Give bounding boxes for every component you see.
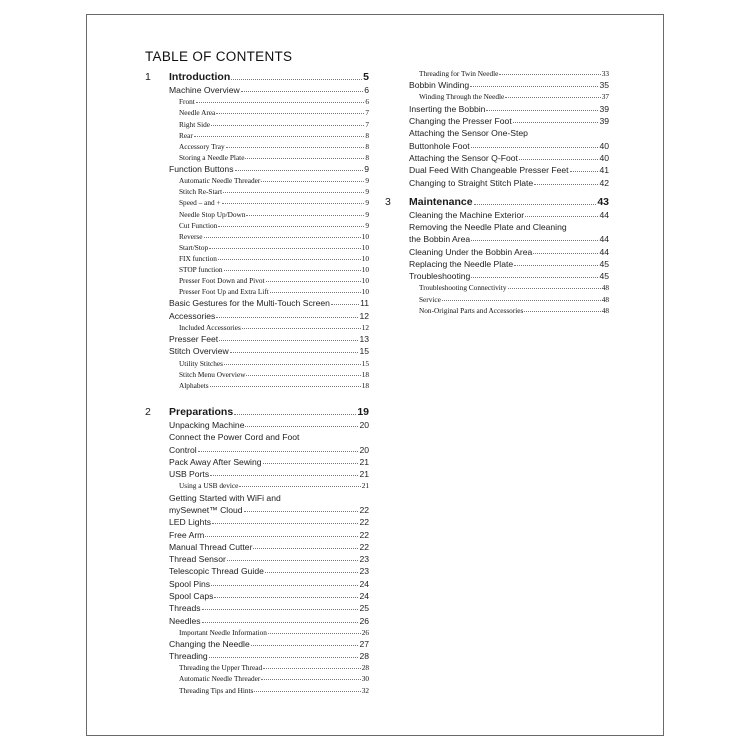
page-number: 10 bbox=[361, 242, 369, 252]
toc-subsection-entry[interactable] bbox=[385, 304, 609, 315]
toc-subsection-entry[interactable] bbox=[145, 672, 369, 683]
entry-title: Removing the Needle Plate and Cleaning bbox=[409, 222, 567, 233]
toc-section-entry[interactable] bbox=[145, 467, 369, 479]
entry-title: STOP function bbox=[179, 265, 223, 274]
toc-section-entry[interactable] bbox=[145, 637, 369, 649]
toc-left-column bbox=[145, 67, 369, 695]
dot-leader bbox=[204, 237, 361, 238]
dot-leader bbox=[261, 181, 364, 182]
toc-section-entry[interactable] bbox=[385, 175, 609, 187]
entry-title: Threading the Upper Thread bbox=[179, 663, 263, 673]
page-number: 20 bbox=[359, 444, 369, 455]
dot-leader bbox=[235, 170, 364, 171]
toc-subsection-entry[interactable] bbox=[145, 368, 369, 379]
toc-section-entry[interactable] bbox=[385, 126, 609, 138]
entry-title: USB Ports bbox=[169, 469, 210, 480]
page-number: 44 bbox=[599, 209, 609, 220]
entry-title: Changing the Presser Foot bbox=[409, 116, 512, 127]
page-number: 23 bbox=[359, 554, 369, 565]
toc-section-entry[interactable] bbox=[145, 552, 369, 564]
document-page bbox=[86, 14, 664, 736]
dot-leader bbox=[261, 679, 360, 680]
page-number: 33 bbox=[601, 69, 609, 79]
toc-section-entry[interactable] bbox=[145, 649, 369, 661]
entry-title: Pack Away After Sewing bbox=[169, 456, 262, 467]
dot-leader bbox=[231, 79, 362, 80]
dot-leader bbox=[514, 265, 598, 266]
dot-leader bbox=[499, 74, 600, 75]
dot-leader bbox=[209, 657, 359, 658]
entry-title: Buttonhole Foot bbox=[409, 140, 470, 151]
page-number: 8 bbox=[365, 130, 369, 140]
page-number: 48 bbox=[601, 283, 609, 293]
dot-leader bbox=[209, 248, 361, 249]
toc-subsection-entry[interactable] bbox=[145, 185, 369, 196]
toc-subsection-entry[interactable] bbox=[145, 219, 369, 230]
toc-section-entry[interactable] bbox=[145, 503, 369, 515]
page-number: 43 bbox=[597, 195, 609, 208]
page-number: 18 bbox=[361, 380, 369, 390]
page-number: 22 bbox=[359, 529, 369, 540]
chapter-heading[interactable] bbox=[145, 67, 369, 83]
entry-title: Automatic Needle Threader bbox=[179, 674, 261, 684]
page-number: 48 bbox=[601, 294, 609, 304]
entry-title: Inserting the Bobbin bbox=[409, 103, 486, 114]
entry-title: Utility Stitches bbox=[179, 358, 223, 368]
entry-title: Machine Overview bbox=[169, 85, 240, 96]
chapter-title: Preparations bbox=[169, 405, 234, 418]
entry-title: Threading for Twin Needle bbox=[419, 69, 499, 79]
entry-title: Troubleshooting Connectivity bbox=[419, 283, 507, 293]
entry-title: Needle Stop Up/Down bbox=[179, 209, 246, 219]
toc-section-entry[interactable] bbox=[385, 114, 609, 126]
entry-title: Rear bbox=[179, 130, 193, 140]
entry-title: FIX function bbox=[179, 253, 217, 263]
entry-title: Threading bbox=[169, 651, 208, 662]
dot-leader bbox=[442, 300, 601, 301]
toc-section-entry[interactable] bbox=[145, 442, 369, 454]
toc-subsection-entry[interactable] bbox=[145, 230, 369, 241]
toc-subsection-entry[interactable] bbox=[145, 95, 369, 106]
dot-leader bbox=[223, 192, 364, 193]
chapter-title: Introduction bbox=[169, 71, 231, 83]
dot-leader bbox=[227, 560, 359, 561]
page-number: 23 bbox=[359, 566, 369, 577]
entry-title: Troubleshooting bbox=[409, 271, 471, 282]
dot-leader bbox=[226, 147, 365, 148]
toc-subsection-entry[interactable] bbox=[145, 252, 369, 263]
toc-section-entry[interactable] bbox=[385, 151, 609, 163]
dot-leader bbox=[244, 511, 359, 512]
page-number: 40 bbox=[599, 152, 609, 163]
page-number: 22 bbox=[359, 504, 369, 515]
toc-section-entry[interactable] bbox=[145, 430, 369, 442]
toc-section-entry[interactable] bbox=[385, 232, 609, 244]
dot-leader bbox=[224, 270, 361, 271]
toc-section-entry[interactable] bbox=[145, 601, 369, 613]
page-number: 20 bbox=[359, 420, 369, 431]
toc-subsection-entry[interactable] bbox=[385, 67, 609, 78]
toc-right-column bbox=[385, 67, 609, 315]
chapter-number: 3 bbox=[385, 195, 391, 208]
page-number: 15 bbox=[359, 346, 369, 357]
dot-leader bbox=[265, 572, 359, 573]
toc-section-entry[interactable] bbox=[145, 455, 369, 467]
dot-leader bbox=[194, 136, 365, 137]
dot-leader bbox=[214, 597, 358, 598]
entry-title: Front bbox=[179, 97, 195, 107]
entry-title: LED Lights bbox=[169, 517, 212, 528]
entry-title: Control bbox=[169, 444, 197, 455]
dot-leader bbox=[246, 375, 360, 376]
dot-leader bbox=[222, 203, 365, 204]
dot-leader bbox=[570, 171, 599, 172]
dot-leader bbox=[246, 215, 364, 216]
toc-subsection-entry[interactable] bbox=[145, 661, 369, 672]
dot-leader bbox=[202, 622, 359, 623]
toc-section-entry[interactable] bbox=[385, 138, 609, 150]
toc-section-entry[interactable] bbox=[385, 208, 609, 220]
dot-leader bbox=[251, 645, 359, 646]
entry-title: Bobbin Winding bbox=[409, 80, 470, 91]
dot-leader bbox=[486, 110, 598, 111]
page-number: 21 bbox=[361, 481, 369, 491]
page-number: 10 bbox=[361, 265, 369, 274]
entry-title: Thread Sensor bbox=[169, 554, 226, 565]
dot-leader bbox=[533, 253, 598, 254]
page-number: 35 bbox=[599, 80, 609, 91]
entry-title: Accessory Tray bbox=[179, 141, 225, 151]
dot-leader bbox=[224, 364, 361, 365]
toc-section-entry[interactable] bbox=[385, 101, 609, 113]
entry-title: Automatic Needle Threader bbox=[179, 176, 261, 186]
toc-subsection-entry[interactable] bbox=[385, 292, 609, 303]
page-number: 9 bbox=[365, 209, 369, 219]
chapter-title: Maintenance bbox=[409, 195, 473, 208]
toc-section-entry[interactable] bbox=[145, 162, 369, 174]
entry-title: Getting Started with WiFi and bbox=[169, 492, 281, 503]
toc-section-entry[interactable] bbox=[385, 244, 609, 256]
entry-title: Threads bbox=[169, 603, 201, 614]
dot-leader bbox=[245, 158, 364, 159]
page-number: 41 bbox=[599, 165, 609, 176]
entry-title: Non-Original Parts and Accessories bbox=[419, 305, 524, 315]
toc-section-entry[interactable] bbox=[385, 257, 609, 269]
entry-title: Changing the Needle bbox=[169, 638, 250, 649]
dot-leader bbox=[474, 204, 597, 205]
entry-title: Using a USB device bbox=[179, 481, 239, 491]
toc-subsection-entry[interactable] bbox=[145, 151, 369, 162]
toc-subsection-entry[interactable] bbox=[145, 117, 369, 128]
entry-title: Function Buttons bbox=[169, 164, 234, 175]
page-number: 9 bbox=[365, 187, 369, 197]
entry-title: Cleaning the Machine Exterior bbox=[409, 209, 525, 220]
page-number: 6 bbox=[365, 97, 369, 107]
entry-title: Cut Function bbox=[179, 220, 218, 230]
entry-title: mySewnet™ Cloud bbox=[169, 504, 243, 515]
page-number: 40 bbox=[599, 140, 609, 151]
toc-section-entry[interactable] bbox=[145, 540, 369, 552]
entry-title: Telescopic Thread Guide bbox=[169, 566, 264, 577]
page-number: 9 bbox=[365, 176, 369, 186]
toc-subsection-entry[interactable] bbox=[145, 285, 369, 296]
entry-title: Free Arm bbox=[169, 529, 205, 540]
page-number: 10 bbox=[361, 276, 369, 286]
toc-subsection-entry[interactable] bbox=[145, 263, 369, 274]
dot-leader bbox=[202, 609, 359, 610]
page-number: 11 bbox=[360, 298, 369, 309]
toc-section-entry[interactable] bbox=[145, 418, 369, 430]
page-number: 30 bbox=[361, 674, 369, 684]
page-number: 22 bbox=[359, 517, 369, 528]
toc-section-entry[interactable] bbox=[385, 220, 609, 232]
dot-leader bbox=[210, 475, 358, 476]
chapter-number: 2 bbox=[145, 405, 151, 418]
page-number: 21 bbox=[359, 456, 369, 467]
entry-title: Spool Caps bbox=[169, 591, 214, 601]
toc-subsection-entry[interactable] bbox=[145, 140, 369, 151]
page-number: 19 bbox=[357, 405, 369, 418]
entry-title: Presser Foot Down and Pivot bbox=[179, 276, 265, 286]
dot-leader bbox=[534, 184, 598, 185]
entry-title: Replacing the Needle Plate bbox=[409, 259, 514, 270]
toc-section-entry[interactable] bbox=[145, 576, 369, 588]
page-number: 6 bbox=[364, 85, 369, 96]
dot-leader bbox=[198, 451, 359, 452]
dot-leader bbox=[211, 585, 358, 586]
entry-title: Attaching the Sensor One-Step bbox=[409, 128, 528, 139]
toc-subsection-entry[interactable] bbox=[145, 626, 369, 637]
dot-leader bbox=[471, 240, 598, 241]
entry-title: Included Accessories bbox=[179, 322, 241, 332]
entry-title: Presser Feet bbox=[169, 334, 219, 345]
toc-section-entry[interactable] bbox=[145, 332, 369, 344]
dot-leader bbox=[263, 668, 361, 669]
dot-leader bbox=[508, 288, 601, 289]
dot-leader bbox=[239, 486, 360, 487]
toc-subsection-entry[interactable] bbox=[145, 683, 369, 694]
page-number: 15 bbox=[361, 358, 369, 368]
dot-leader bbox=[505, 97, 600, 98]
entry-title: Start/Stop bbox=[179, 242, 209, 252]
dot-leader bbox=[263, 463, 359, 464]
dot-leader bbox=[218, 226, 364, 227]
page-number: 8 bbox=[365, 152, 369, 162]
toc-section-entry[interactable] bbox=[145, 564, 369, 576]
page-number: 12 bbox=[361, 322, 369, 332]
toc-section-entry[interactable] bbox=[145, 613, 369, 625]
toc-subsection-entry[interactable] bbox=[145, 356, 369, 367]
dot-leader bbox=[245, 426, 358, 427]
page-number: 45 bbox=[599, 259, 609, 270]
page-number: 44 bbox=[599, 246, 609, 257]
dot-leader bbox=[519, 159, 599, 160]
entry-title: Attaching the Sensor Q-Foot bbox=[409, 152, 518, 163]
dot-leader bbox=[513, 122, 599, 123]
chapter-spacer bbox=[145, 390, 369, 402]
dot-leader bbox=[216, 113, 364, 114]
entry-title: Right Side bbox=[179, 119, 211, 129]
entry-title: Accessories bbox=[169, 310, 216, 321]
page-number: 5 bbox=[363, 71, 369, 83]
dot-leader bbox=[331, 304, 359, 305]
page-number: 39 bbox=[599, 116, 609, 127]
entry-title: Stitch Menu Overview bbox=[179, 369, 246, 379]
page-number: 24 bbox=[359, 578, 369, 589]
chapter-number: 1 bbox=[145, 71, 151, 83]
entry-title: Changing to Straight Stitch Plate bbox=[409, 177, 534, 188]
entry-title: Reverse bbox=[179, 231, 203, 241]
page-number: 8 bbox=[365, 141, 369, 151]
toc-subsection-entry[interactable] bbox=[145, 379, 369, 390]
toc-subsection-entry[interactable] bbox=[145, 479, 369, 490]
toc-subsection-entry[interactable] bbox=[385, 281, 609, 292]
dot-leader bbox=[525, 216, 598, 217]
page-number: 32 bbox=[361, 685, 369, 695]
dot-leader bbox=[212, 523, 358, 524]
entry-title: Speed – and + bbox=[179, 198, 221, 208]
toc-subsection-entry[interactable] bbox=[145, 207, 369, 218]
page-number: 10 bbox=[361, 231, 369, 241]
page-number: 7 bbox=[365, 108, 369, 118]
entry-title: the Bobbin Area bbox=[409, 234, 471, 245]
toc-section-entry[interactable] bbox=[145, 589, 369, 601]
toc-subsection-entry[interactable] bbox=[145, 274, 369, 285]
toc-subsection-entry[interactable] bbox=[145, 106, 369, 117]
dot-leader bbox=[241, 91, 364, 92]
dot-leader bbox=[270, 292, 361, 293]
toc-subsection-entry[interactable] bbox=[385, 90, 609, 101]
entry-title: Presser Foot Up and Extra Lift bbox=[179, 287, 269, 297]
chapter-heading[interactable] bbox=[145, 402, 369, 418]
entry-title: Dual Feed With Changeable Presser Feet bbox=[409, 165, 569, 176]
toc-title: TABLE OF CONTENTS bbox=[145, 49, 293, 64]
dot-leader bbox=[230, 352, 359, 353]
page-number: 27 bbox=[359, 638, 369, 649]
page-number: 10 bbox=[361, 253, 369, 263]
page-number: 28 bbox=[361, 663, 369, 673]
page-number: 22 bbox=[359, 541, 369, 552]
dot-leader bbox=[234, 414, 356, 415]
page-number: 9 bbox=[364, 164, 369, 175]
page-number: 28 bbox=[359, 651, 369, 662]
dot-leader bbox=[205, 536, 358, 537]
toc-section-entry[interactable] bbox=[145, 296, 369, 308]
entry-title: Spool Pins bbox=[169, 578, 211, 589]
dot-leader bbox=[216, 317, 358, 318]
page-number: 9 bbox=[365, 198, 369, 208]
page-number: 26 bbox=[359, 615, 369, 626]
entry-title: Needle Area bbox=[179, 108, 216, 118]
toc-section-entry[interactable] bbox=[145, 490, 369, 502]
page-number: 12 bbox=[359, 310, 369, 321]
entry-title: Manual Thread Cutter bbox=[169, 541, 253, 552]
entry-title: Storing a Needle Plate bbox=[179, 152, 245, 162]
page-number: 7 bbox=[365, 119, 369, 129]
page-number: 45 bbox=[599, 271, 609, 282]
page-number: 13 bbox=[359, 334, 369, 345]
entry-title: Stitch Overview bbox=[169, 346, 229, 357]
toc-subsection-entry[interactable] bbox=[145, 129, 369, 140]
page-number: 39 bbox=[599, 103, 609, 114]
entry-title: Connect the Power Cord and Foot bbox=[169, 432, 300, 443]
entry-title: Service bbox=[419, 294, 441, 304]
toc-section-entry[interactable] bbox=[145, 515, 369, 527]
dot-leader bbox=[254, 691, 360, 692]
toc-section-entry[interactable] bbox=[385, 78, 609, 90]
toc-section-entry[interactable] bbox=[145, 308, 369, 320]
dot-leader bbox=[253, 548, 358, 549]
page-number: 37 bbox=[601, 92, 609, 102]
toc-subsection-entry[interactable] bbox=[145, 241, 369, 252]
chapter-heading[interactable] bbox=[385, 192, 609, 208]
dot-leader bbox=[471, 147, 599, 148]
dot-leader bbox=[210, 386, 361, 387]
entry-title: Needles bbox=[169, 615, 201, 626]
page-number: 25 bbox=[359, 603, 369, 614]
toc-section-entry[interactable] bbox=[385, 163, 609, 175]
dot-leader bbox=[470, 86, 598, 87]
toc-section-entry[interactable] bbox=[145, 83, 369, 95]
toc-section-entry[interactable] bbox=[385, 269, 609, 281]
entry-title: Alphabets bbox=[179, 380, 209, 390]
page-number: 18 bbox=[361, 369, 369, 379]
entry-title: Winding Through the Needle bbox=[419, 92, 505, 102]
dot-leader bbox=[266, 281, 361, 282]
entry-title: Cleaning Under the Bobbin Area bbox=[409, 246, 533, 257]
dot-leader bbox=[268, 633, 361, 634]
dot-leader bbox=[471, 277, 598, 278]
entry-title: Unpacking Machine bbox=[169, 420, 245, 431]
toc-section-entry[interactable] bbox=[145, 527, 369, 539]
dot-leader bbox=[524, 311, 600, 312]
dot-leader bbox=[196, 102, 365, 103]
page-number: 10 bbox=[361, 287, 369, 297]
dot-leader bbox=[218, 259, 361, 260]
entry-title: Important Needle Information bbox=[179, 627, 267, 637]
page-number: 21 bbox=[359, 469, 369, 480]
toc-subsection-entry[interactable] bbox=[145, 196, 369, 207]
dot-leader bbox=[242, 328, 361, 329]
entry-title: Threading Tips and Hints bbox=[179, 685, 254, 695]
toc-subsection-entry[interactable] bbox=[145, 174, 369, 185]
entry-title: Stitch Re-Start bbox=[179, 187, 223, 197]
entry-title: Basic Gestures for the Multi-Touch Screen bbox=[169, 298, 330, 309]
page-number: 24 bbox=[359, 591, 369, 601]
toc-section-entry[interactable] bbox=[145, 344, 369, 356]
page-number: 44 bbox=[599, 234, 609, 245]
page-number: 48 bbox=[601, 305, 609, 315]
toc-subsection-entry[interactable] bbox=[145, 321, 369, 332]
page-number: 26 bbox=[361, 627, 369, 637]
dot-leader bbox=[219, 340, 358, 341]
page-number: 42 bbox=[599, 177, 609, 188]
dot-leader bbox=[211, 125, 364, 126]
page-number: 9 bbox=[365, 220, 369, 230]
